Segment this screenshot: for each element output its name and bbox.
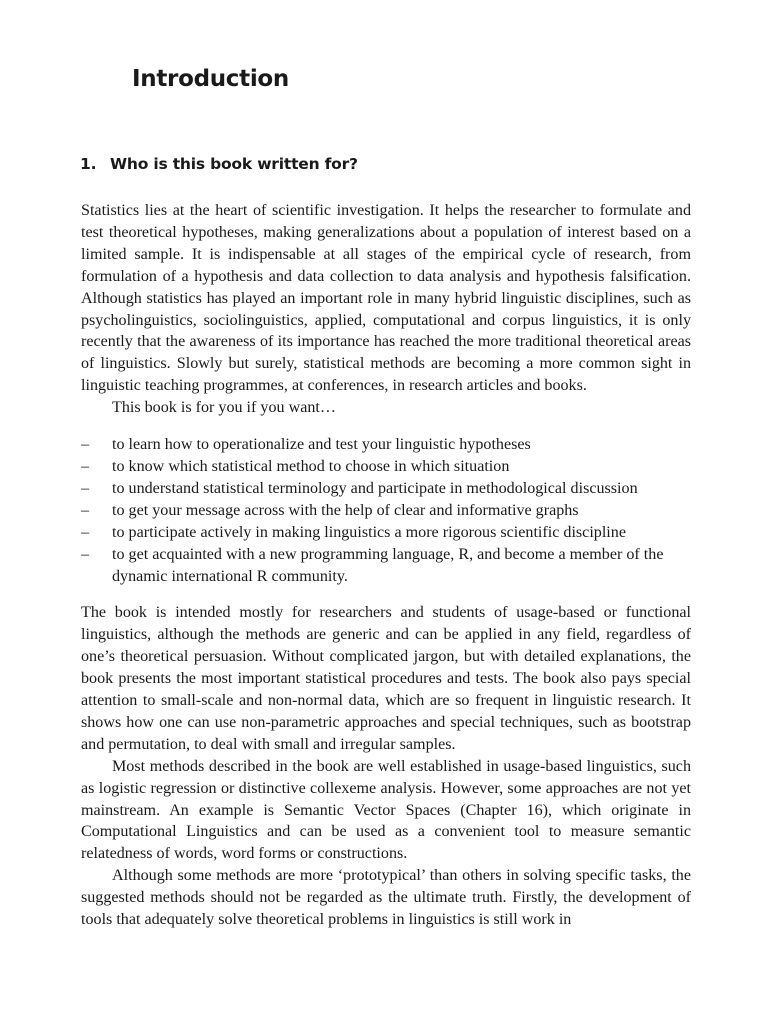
list-item-text: to get your message across with the help of clear and informative graphs [112, 501, 579, 519]
section-heading [80, 155, 358, 173]
list-item-text: to learn how to operationalize and test your linguistic hypotheses [112, 436, 531, 454]
paragraph: Most methods described in the book are well established in usage-based linguistics, such as logistic regression or distinctive collexeme analysis. However, some approaches are not yet mainstream. An example is Semantic Vector Spaces (Chapter 16), which originate in Computational Linguistics and can be used as a convenient tool to measure semantic relatedness of words, word forms or constructions. [81, 757, 691, 863]
body-text [81, 200, 691, 931]
dash-bullet: – [81, 501, 90, 519]
list-item-text: to participate actively in making linguistics a more rigorous scientific discipline [112, 523, 626, 541]
list-item [81, 478, 691, 500]
goal-list [81, 434, 691, 587]
list-item [81, 434, 691, 456]
dash-bullet: – [81, 436, 90, 454]
section-title: Who is this book written for? [110, 155, 358, 173]
dash-bullet: – [81, 457, 90, 475]
list-item [81, 456, 691, 478]
dash-bullet: – [81, 479, 90, 497]
list-item-text: to get acquainted with a new programming language, R, and become a member of the dynamic international R community. [112, 545, 664, 585]
section-number: 1. [80, 155, 97, 173]
list-item [81, 522, 691, 544]
paragraph: Statistics lies at the heart of scientific investigation. It helps the researcher to formulate and test theoretical hypotheses, making generalizations about a population of interest based on a limited sample. It is indispensable at all stages of the empirical cycle of research, from formulation of a hypothesis and data collection to data analysis and hypothesis falsification. Although statistics has played an important role in many hybrid linguistic disciplines, such as psycholinguistics, sociolinguistics, applied, computational and corpus linguistics, it is only recently that the awareness of its importance has reached the more traditional theoretical areas of linguistics. Slowly but surely, statistical methods are becoming a more common sight in linguistic teaching programmes, at conferences, in research articles and books. [81, 202, 691, 395]
paragraph: Although some methods are more ‘prototypical’ than others in solving specific tasks, the suggested methods should not be regarded as the ultimate truth. Firstly, the development of tools that adequately solve theoretical problems in linguistics is still work in [81, 867, 691, 929]
list-item [81, 544, 691, 588]
dash-bullet: – [81, 523, 90, 541]
list-item-text: to understand statistical terminology and participate in methodological discussion [112, 479, 638, 497]
list-item [81, 500, 691, 522]
list-item-text: to know which statistical method to choose in which situation [112, 457, 510, 475]
paragraph: The book is intended mostly for researchers and students of usage-based or functional linguistics, although the methods are generic and can be applied in any field, regardless of one’s theoretical persuasion. Without complicated jargon, but with detailed explanations, the book presents the most important statistical procedures and tests. The book also pays special attention to small-scale and non-normal data, which are so frequent in linguistic research. It shows how one can use non-parametric approaches and special techniques, such as bootstrap and permutation, to deal with small and irregular samples. [81, 604, 691, 753]
paragraph: This book is for you if you want… [112, 399, 336, 417]
dash-bullet: – [81, 545, 90, 563]
chapter-title: Introduction [132, 66, 289, 92]
